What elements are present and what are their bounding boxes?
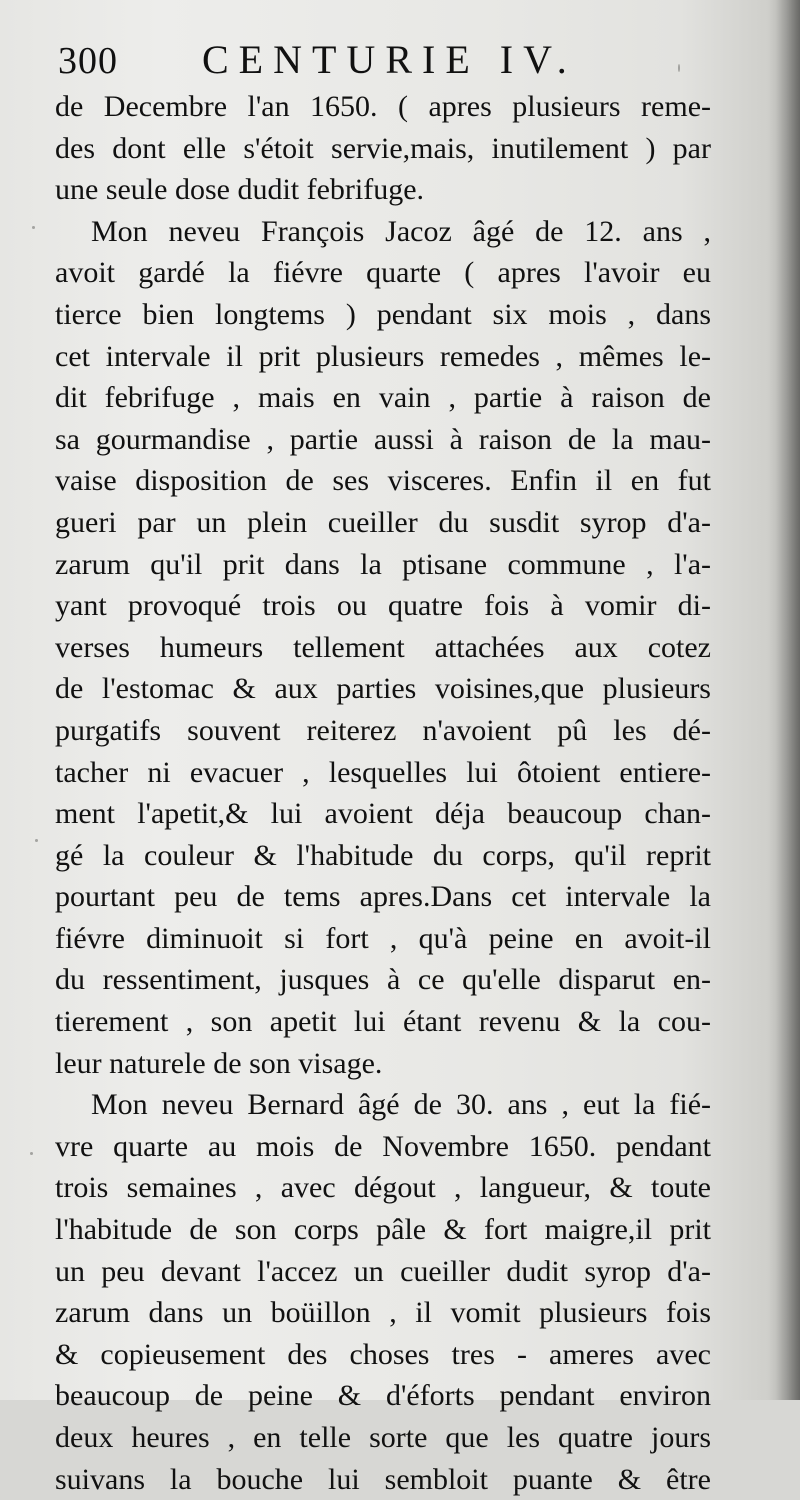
text-line: sa gourmandise , partie aussi à raison de la mau-	[55, 422, 711, 456]
text-line: Mon neveu Bernard âgé de 30. ans , eut la fié-	[91, 1088, 711, 1122]
text-line: dit febrifuge , mais en vain , partie à raison de	[55, 381, 711, 415]
text-line: trois semaines , avec dégout , langueur, & toute	[55, 1171, 711, 1205]
paper-speck	[32, 226, 35, 229]
text-line: tierce bien longtems ) pendant six mois , dans	[55, 297, 711, 331]
text-line: de Decembre l'an 1650. ( apres plusieurs reme-	[55, 90, 711, 123]
text-line: une seule dose dudit febrifuge.	[55, 173, 425, 207]
text-line: des dont elle s'étoit servie,mais, inutilement ) par	[55, 131, 711, 165]
running-title: CENTURIE IV.	[202, 37, 577, 82]
text-line: leur naturele de son visage.	[55, 1046, 383, 1080]
text-line: beaucoup de peine & d'éforts pendant environ	[55, 1379, 711, 1413]
text-line: gé la couleur & l'habitude du corps, qu'il reprit	[55, 838, 711, 872]
text-line: cet intervale il prit plusieurs remedes , mêmes le-	[55, 339, 711, 373]
text-line: zarum dans un boüillon , il vomit plusieurs fois	[55, 1296, 711, 1330]
text-line: verses humeurs tellement attachées aux cotez	[55, 630, 711, 664]
text-line: deux heures , en telle sorte que les quatre jours	[55, 1421, 711, 1454]
text-line: tierement , son apetit lui étant revenu & la cou-	[55, 1005, 711, 1039]
paper-speck	[678, 64, 680, 72]
text-line: purgatifs souvent reiterez n'avoient pû les dé-	[55, 713, 711, 747]
text-line: pourtant peu de tems apres.Dans cet intervale la	[55, 880, 711, 914]
text-line: tacher ni evacuer , lesquelles lui ôtoient entiere-	[55, 755, 711, 789]
page-number: 300	[58, 40, 118, 82]
text-line: fiévre diminuoit si fort , qu'à peine en avoit-il	[55, 921, 711, 955]
text-line: & copieusement des choses tres - ameres avec	[55, 1337, 711, 1371]
text-line: un peu devant l'accez un cueiller dudit syrop d'a-	[55, 1254, 711, 1288]
text-line: vre quarte au mois de Novembre 1650. pendant	[55, 1129, 711, 1163]
text-line: ment l'apetit,& lui avoient déja beaucoup chan-	[55, 797, 711, 831]
text-line: avoit gardé la fiévre quarte ( apres l'avoir eu	[55, 256, 711, 290]
text-line: suivans la bouche lui sembloit puante & être	[55, 1462, 711, 1496]
text-line: de l'estomac & aux parties voisines,que plusieurs	[55, 672, 711, 706]
gutter-shadow	[776, 0, 800, 1400]
paper-speck	[35, 839, 38, 842]
text-line: zarum qu'il prit dans la ptisane commune , l'a-	[55, 547, 711, 581]
text-line: l'habitude de son corps pâle & fort maigre,il prit	[55, 1213, 711, 1247]
text-line: yant provoqué trois ou quatre fois à vomir di-	[55, 589, 711, 623]
body-text	[55, 86, 711, 1496]
text-line: du ressentiment, jusques à ce qu'elle disparut en-	[55, 963, 711, 997]
text-line: gueri par un plein cueiller du susdit syrop d'a-	[55, 505, 711, 539]
text-line: Mon neveu François Jacoz âgé de 12. ans ,	[91, 214, 711, 248]
page-header	[58, 36, 738, 92]
text-line: vaise disposition de ses visceres. Enfin il en fut	[55, 464, 711, 498]
paper-speck	[30, 1152, 33, 1155]
